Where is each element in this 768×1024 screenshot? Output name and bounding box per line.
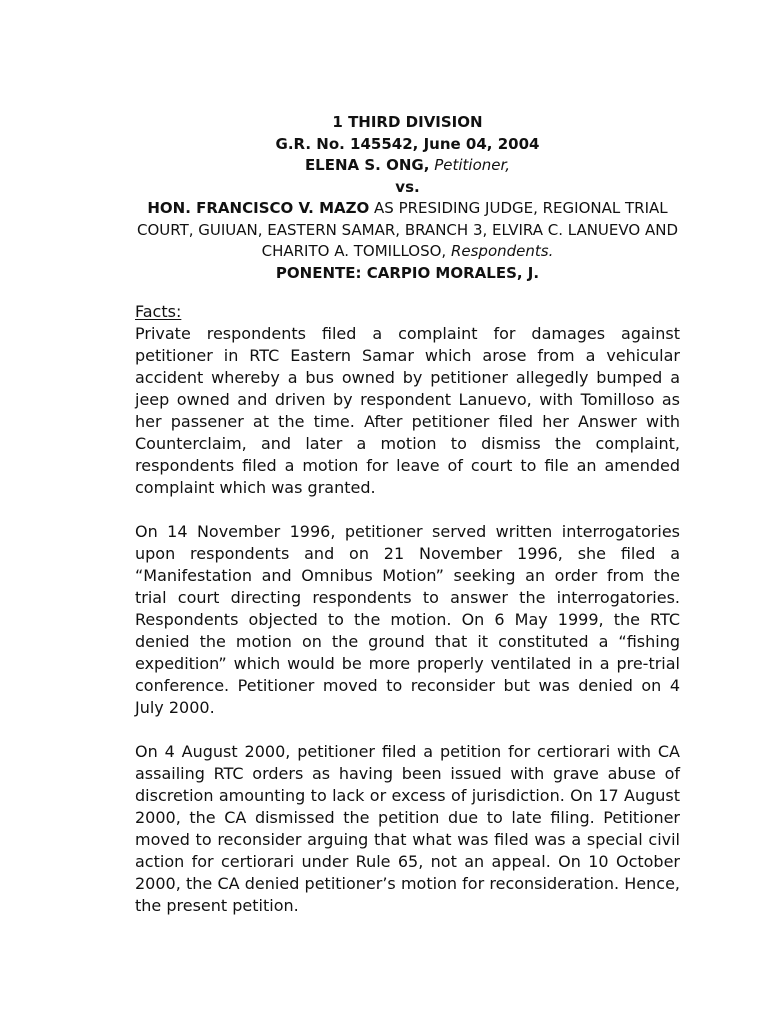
case-header (135, 112, 680, 284)
versus-label: vs. (395, 177, 420, 196)
petitioner-role: Petitioner, (434, 156, 511, 174)
respondent-name: HON. FRANCISCO V. MAZO (147, 199, 370, 217)
facts-paragraph: On 14 November 1996, petitioner served written interrogatories upon respondents and on 21 November 1996, she filed a “Manifestation and Omnibus Motion” seeking an order from the trial court directing respondents to answer the interrogatories. Respondents objected to the motion. On 6 May 1999, the RTC denied the motion on the ground that it constituted a “fishing expedition” which would be more properly ventilated in a pre-trial conference. Petitioner moved to reconsider but was denied on 4 July 2000. (135, 522, 680, 717)
respondent-details: AS PRESIDING JUDGE, REGIONAL TRIAL COURT, GUIUAN, EASTERN SAMAR, BRANCH 3, ELVIRA C. LANUEVO AND CHARITO A. TOMILLOSO, (136, 199, 678, 260)
petitioner-name: ELENA S. ONG, (304, 156, 430, 174)
division-title: 1 THIRD DIVISION (332, 113, 483, 131)
petitioner-line (135, 155, 680, 177)
facts-paragraph: Private respondents filed a complaint for damages against petitioner in RTC Eastern Samar which arose from a vehicular accident whereby a bus owned by petitioner allegedly bumped a jeep owned and driven by respondent Lanuevo, with Tomilloso as her passener at the time. After petitioner filed her Answer with Counterclaim, and later a motion to dismiss the complaint, respondents filed a motion for leave of court to file an amended complaint which was granted. (135, 324, 680, 497)
respondent-block (135, 198, 680, 263)
facts-heading: Facts: (135, 302, 182, 321)
case-number: G.R. No. 145542, June 04, 2004 (275, 134, 540, 153)
document-page (135, 112, 680, 917)
respondent-role: Respondents. (450, 242, 554, 260)
facts-paragraph: On 4 August 2000, petitioner filed a petition for certiorari with CA assailing RTC orders as having been issued with grave abuse of discretion amounting to lack or excess of jurisdiction. On 17 August 2000, the CA dismissed the petition due to late filing. Petitioner moved to reconsider arguing that what was filed was a special civil action for certiorari under Rule 65, not an appeal. On 10 October 2000, the CA denied petitioner’s motion for reconsideration. Hence, the present petition. (135, 742, 680, 915)
ponente-line: PONENTE: CARPIO MORALES, J. (275, 263, 540, 282)
